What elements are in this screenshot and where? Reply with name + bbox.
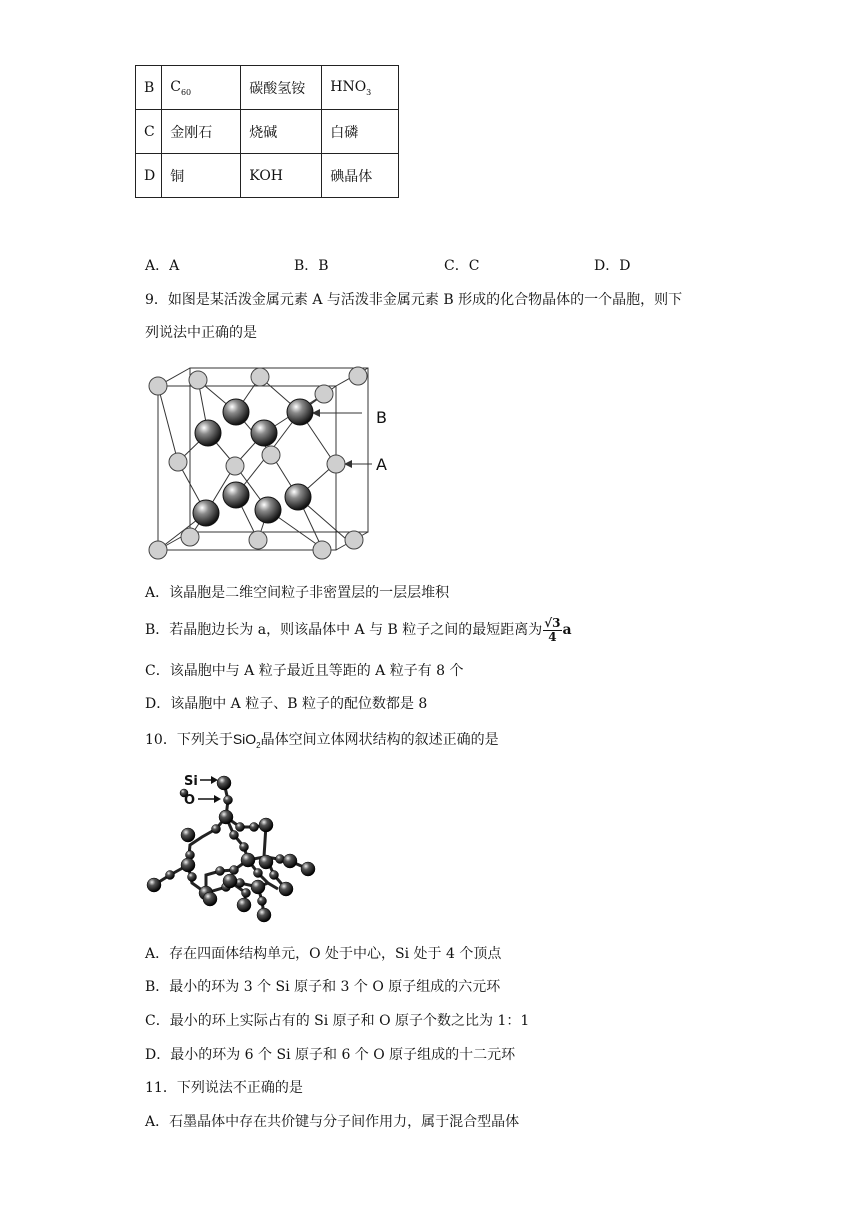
o-atom xyxy=(230,831,239,840)
row-letter: C xyxy=(136,110,162,154)
cell: 白磷 xyxy=(322,110,399,154)
b-particle xyxy=(255,497,281,523)
a-particle xyxy=(349,367,367,385)
a-particle xyxy=(169,453,187,471)
si-atom xyxy=(181,858,195,872)
si-atom xyxy=(147,878,161,892)
label-a: A xyxy=(376,455,387,474)
formula-sub: 2 xyxy=(256,740,261,750)
cell: KOH xyxy=(241,154,322,198)
cell: 铜 xyxy=(162,154,241,198)
o-atom xyxy=(216,867,225,876)
q9-option-b-text: B．若晶胞边长为 a，则该晶体中 A 与 B 粒子之间的最短距离为 xyxy=(145,622,543,638)
q11-stem: 11．下列说法不正确的是 xyxy=(145,1080,303,1096)
a-particle xyxy=(226,457,244,475)
si-atom xyxy=(257,908,271,922)
a-particle xyxy=(345,531,363,549)
o-atom xyxy=(254,869,263,878)
si-atom xyxy=(279,882,293,896)
cell: 碘晶体 xyxy=(322,154,399,198)
fraction-den: 4 xyxy=(548,629,557,644)
si-atom xyxy=(223,874,237,888)
si-atom xyxy=(237,898,251,912)
a-particle xyxy=(327,455,345,473)
o-atom xyxy=(242,889,251,898)
label-o: O xyxy=(184,793,196,808)
a-particle xyxy=(251,368,269,386)
o-atom xyxy=(188,873,197,882)
q10-option-b[interactable]: B．最小的环为 3 个 Si 原子和 3 个 O 原子组成的六元环 xyxy=(145,979,501,995)
o-atom xyxy=(166,871,175,880)
q9-stem-line2: 列说法中正确的是 xyxy=(145,325,257,341)
a-particle xyxy=(189,371,207,389)
o-atom xyxy=(270,871,279,880)
cell: 烧碱 xyxy=(241,110,322,154)
q10-stem-post: 晶体空间立体网状结构的叙述正确的是 xyxy=(260,732,499,748)
q10-option-c[interactable]: C．最小的环上实际占有的 Si 原子和 O 原子个数之比为 1：1 xyxy=(145,1013,530,1029)
b-particle xyxy=(193,500,219,526)
q9-option-d[interactable]: D．该晶胞中 A 粒子、B 粒子的配位数都是 8 xyxy=(145,696,428,712)
si-atom xyxy=(259,818,273,832)
label-b: B xyxy=(376,408,387,427)
q10-stem xyxy=(145,729,499,756)
sio2-formula xyxy=(232,731,261,750)
q10-option-d[interactable]: D．最小的环为 6 个 Si 原子和 6 个 O 原子组成的十二元环 xyxy=(145,1047,516,1063)
o-atom xyxy=(236,823,245,832)
b-particle xyxy=(251,420,277,446)
fraction-num: √3 xyxy=(544,615,561,630)
q9-option-c[interactable]: C．该晶胞中与 A 粒子最近且等距的 A 粒子有 8 个 xyxy=(145,663,464,679)
b-particle xyxy=(285,484,311,510)
row-letter: B xyxy=(136,66,162,110)
si-atom xyxy=(219,810,233,824)
b-particle xyxy=(287,399,313,425)
q10-stem-pre: 10．下列关于 xyxy=(145,732,233,748)
crystal-cell-figure xyxy=(140,360,400,565)
sio2-network-figure xyxy=(140,765,330,925)
a-particle xyxy=(149,541,167,559)
o-atom xyxy=(258,897,267,906)
si-atom xyxy=(259,855,273,869)
row-letter: D xyxy=(136,154,162,198)
var-a: a xyxy=(562,622,572,638)
cell: 金刚石 xyxy=(162,110,241,154)
cell-sub: 60 xyxy=(180,87,192,97)
a-particle xyxy=(181,528,199,546)
q8-option-c[interactable]: C．C xyxy=(444,258,480,274)
q11-option-a[interactable]: A．石墨晶体中存在共价键与分子间作用力，属于混合型晶体 xyxy=(145,1114,520,1130)
b-particle xyxy=(223,399,249,425)
o-atom xyxy=(224,796,233,805)
b-particle xyxy=(195,420,221,446)
formula-main: SiO xyxy=(232,731,257,747)
q9-option-b[interactable] xyxy=(145,614,572,646)
si-atom xyxy=(283,854,297,868)
o-atom xyxy=(240,843,249,852)
a-particle xyxy=(149,377,167,395)
si-atom xyxy=(251,880,265,894)
cell xyxy=(162,66,241,110)
q8-option-a[interactable]: A．A xyxy=(145,258,180,274)
a-particle xyxy=(249,531,267,549)
si-atom xyxy=(181,828,195,842)
q9-stem-line1: 9．如图是某活泼金属元素 A 与活泼非金属元素 B 形成的化合物晶体的一个晶胞，则下 xyxy=(145,292,683,308)
cell-text: C xyxy=(170,78,181,95)
a-particle xyxy=(313,541,331,559)
o-atom xyxy=(212,825,221,834)
si-atom xyxy=(217,776,231,790)
si-atom xyxy=(301,862,315,876)
b-particle xyxy=(223,482,249,508)
si-atom xyxy=(203,892,217,906)
q9-option-a[interactable]: A．该晶胞是二维空间粒子非密置层的一层层堆积 xyxy=(145,585,450,601)
table-row xyxy=(136,154,399,198)
q10-option-a[interactable]: A．存在四面体结构单元，O 处于中心，Si 处于 4 个顶点 xyxy=(145,946,502,962)
o-atom xyxy=(230,866,239,875)
a-particle xyxy=(262,446,280,464)
cell xyxy=(322,66,399,110)
q8-option-d[interactable]: D．D xyxy=(594,258,631,274)
cell-text: HNO xyxy=(330,78,367,95)
o-atom xyxy=(250,823,259,832)
cell: 碳酸氢铵 xyxy=(241,66,322,110)
cell-sub: 3 xyxy=(366,87,372,97)
fraction xyxy=(543,617,561,644)
options-table xyxy=(135,65,399,198)
si-atom xyxy=(241,853,255,867)
table-row xyxy=(136,110,399,154)
label-si: Si xyxy=(184,774,198,789)
a-particle xyxy=(315,385,333,403)
q8-option-b[interactable]: B．B xyxy=(294,258,329,274)
table-row xyxy=(136,66,399,110)
